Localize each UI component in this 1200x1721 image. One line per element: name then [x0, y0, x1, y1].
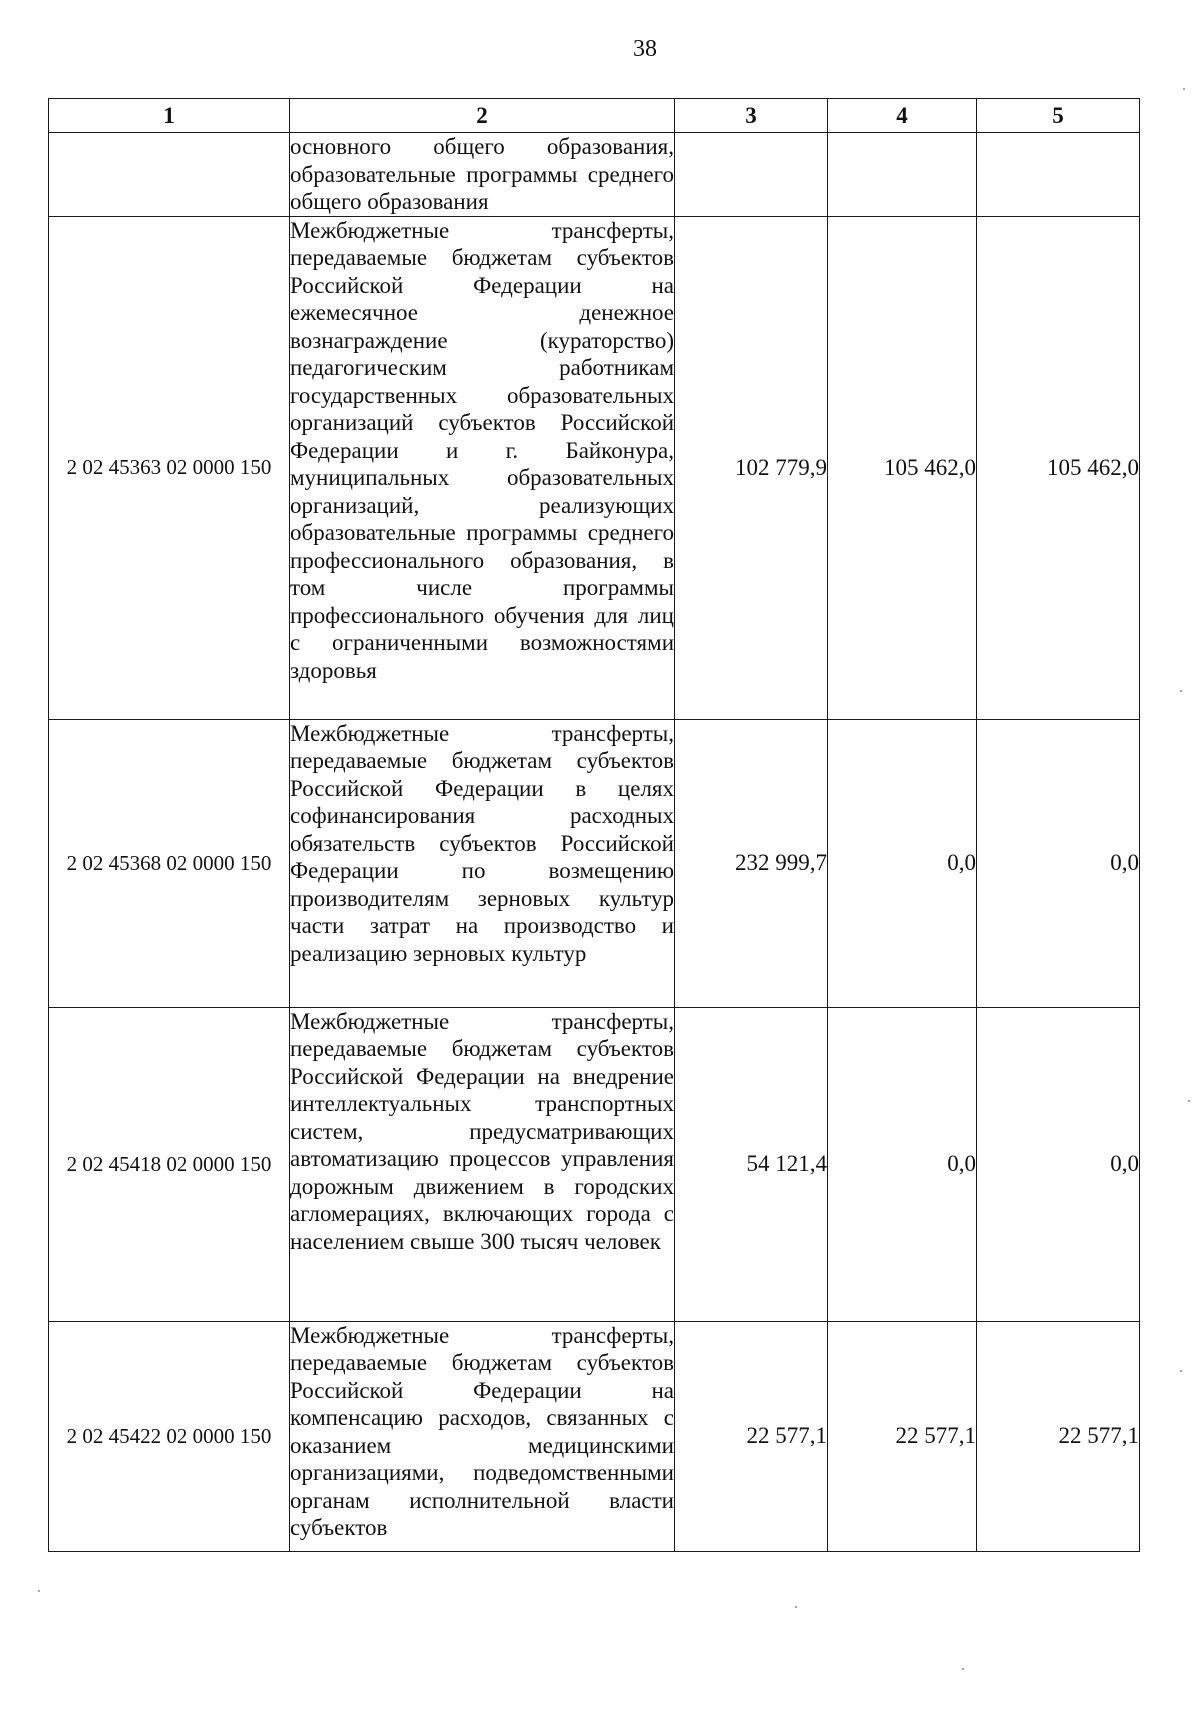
row-description: Межбюджетные трансферты, передаваемые бюджетам субъектов Российской Федерации на компенсацию расходов, связанных с оказанием медицинскими организациями, подведомственными органам исполнительной власти субъектов	[290, 1321, 675, 1551]
amount-col-5: 0,0	[977, 719, 1140, 1007]
amount-col-4: 0,0	[828, 1007, 977, 1321]
scan-speck	[1188, 1100, 1190, 1102]
header-col-5: 5	[977, 99, 1140, 133]
budget-code: 2 02 45363 02 0000 150	[49, 216, 290, 719]
amount-col-4	[828, 133, 977, 217]
row-description: Межбюджетные трансферты, передаваемые бюджетам субъектов Российской Федерации в целях софинансирования расходных обязательств субъектов Российской Федерации по возмещению производителям зерновых культур части затрат на производство и реализацию зерновых культур	[290, 719, 675, 1007]
scan-speck	[1183, 88, 1185, 90]
page-number: 38	[633, 36, 657, 62]
amount-col-4: 0,0	[828, 719, 977, 1007]
row-description: Межбюджетные трансферты, передаваемые бюджетам субъектов Российской Федерации на внедрение интеллектуальных транспортных систем, предусматривающих автоматизацию процессов управления дорожным движением в городских агломерациях, включающих города с населением свыше 300 тысяч человек	[290, 1007, 675, 1321]
scan-speck	[1180, 690, 1182, 692]
header-col-3: 3	[675, 99, 828, 133]
table-row	[49, 1007, 1140, 1321]
budget-code: 2 02 45418 02 0000 150	[49, 1007, 290, 1321]
amount-col-3: 54 121,4	[675, 1007, 828, 1321]
table-row	[49, 1321, 1140, 1551]
amount-col-5: 0,0	[977, 1007, 1140, 1321]
scan-speck	[962, 1668, 964, 1670]
amount-col-3: 22 577,1	[675, 1321, 828, 1551]
scan-speck	[1180, 1370, 1182, 1372]
amount-col-4: 22 577,1	[828, 1321, 977, 1551]
budget-code: 2 02 45422 02 0000 150	[49, 1321, 290, 1551]
scan-speck	[38, 1590, 40, 1592]
amount-col-3: 102 779,9	[675, 216, 828, 719]
amount-col-3: 232 999,7	[675, 719, 828, 1007]
amount-col-4: 105 462,0	[828, 216, 977, 719]
table-row	[49, 719, 1140, 1007]
header-col-2: 2	[290, 99, 675, 133]
row-description: Межбюджетные трансферты, передаваемые бюджетам субъектов Российской Федерации на ежемесячное денежное вознаграждение (кураторство) педагогическим работникам государственных образовательных организаций субъектов Российской Федерации и г. Байконура, муниципальных образовательных организаций, реализующих образовательные программы среднего профессионального образования, в том числе программы профессионального обучения для лиц с ограниченными возможностями здоровья	[290, 216, 675, 719]
budget-code: 2 02 45368 02 0000 150	[49, 719, 290, 1007]
table-row	[49, 216, 1140, 719]
budget-revenue-table	[48, 98, 1140, 1552]
amount-col-5	[977, 133, 1140, 217]
amount-col-5: 22 577,1	[977, 1321, 1140, 1551]
header-col-4: 4	[828, 99, 977, 133]
amount-col-3	[675, 133, 828, 217]
header-row	[49, 99, 1140, 133]
amount-col-5: 105 462,0	[977, 216, 1140, 719]
scan-speck	[795, 1606, 797, 1608]
table-row	[49, 133, 1140, 217]
budget-code	[49, 133, 290, 217]
header-col-1: 1	[49, 99, 290, 133]
row-description: основного общего образования, образовательные программы среднего общего образования	[290, 134, 674, 214]
